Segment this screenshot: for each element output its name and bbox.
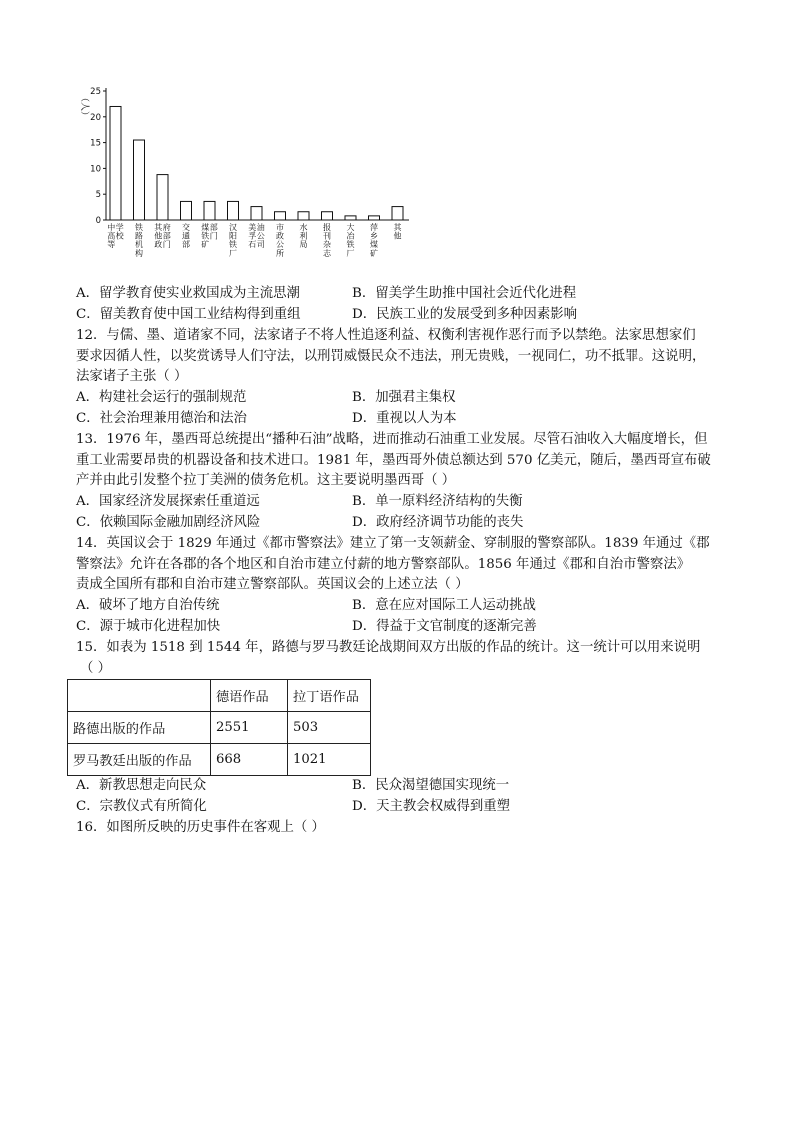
q12-option-c[interactable]: C．社会治理兼用德治和法治 bbox=[76, 410, 247, 426]
q12-option-a[interactable]: A．构建社会运行的强制规范 bbox=[76, 390, 247, 405]
y-tick-label: 15 bbox=[90, 138, 101, 149]
category-label: 煤铁矿部门 bbox=[201, 223, 218, 250]
q11-option-c[interactable]: C．留美教育使中国工业结构得到重组 bbox=[76, 306, 301, 322]
table-cell: 668 bbox=[211, 744, 288, 776]
bar bbox=[345, 216, 356, 220]
table-cell: 1021 bbox=[288, 744, 371, 776]
q15-option-a[interactable]: A．新教思想走向民众 bbox=[76, 778, 207, 793]
y-tick-label: 10 bbox=[90, 164, 101, 175]
bar bbox=[157, 175, 168, 220]
category-label: 汉阳铁厂 bbox=[229, 223, 237, 258]
bar bbox=[275, 212, 286, 220]
y-tick-label: 5 bbox=[95, 190, 101, 201]
q14-stem bbox=[76, 534, 736, 596]
table-cell: 罗马教廷出版的作品 bbox=[68, 744, 211, 776]
q15-options bbox=[76, 776, 736, 817]
q11-option-d[interactable]: D．民族工业的发展受到多种因素影响 bbox=[352, 306, 577, 322]
q14-option-c[interactable]: C．源于城市化进程加快 bbox=[76, 618, 221, 634]
q15-option-d[interactable]: D．天主教会权威得到重塑 bbox=[352, 798, 511, 814]
table-header-cell: 拉丁语作品 bbox=[288, 680, 371, 712]
table-header-cell: 德语作品 bbox=[211, 680, 288, 712]
table-row bbox=[68, 712, 371, 744]
y-tick-label: 25 bbox=[90, 87, 101, 97]
y-tick-label: 20 bbox=[90, 112, 101, 123]
bar bbox=[134, 140, 145, 220]
q13-stem bbox=[76, 430, 736, 492]
bar bbox=[369, 216, 380, 220]
bar bbox=[204, 201, 215, 220]
q13-line-2: 重工业需要昂贵的机器设备和技术进口。1981 年，墨西哥外债总额达到 570 亿美元，随后，墨西哥宣布破 bbox=[76, 452, 711, 468]
category-label: 美孚石油公司 bbox=[248, 223, 265, 250]
category-label: 其他 bbox=[393, 223, 402, 241]
q15-table bbox=[67, 679, 371, 776]
category-label: 萍乡煤矿 bbox=[370, 223, 378, 258]
q12-option-d[interactable]: D．重视以人为本 bbox=[352, 410, 457, 426]
q13-option-b[interactable]: B．单一原料经济结构的失衡 bbox=[352, 494, 523, 509]
q14-options bbox=[76, 596, 736, 637]
q13-option-c[interactable]: C．依赖国际金融加剧经济风险 bbox=[76, 514, 261, 530]
q13-option-a[interactable]: A．国家经济发展探索任重道远 bbox=[76, 494, 260, 509]
table-header-row bbox=[68, 680, 371, 712]
bar-chart bbox=[72, 84, 412, 284]
q15-line-2: （ ） bbox=[80, 660, 112, 676]
table-row bbox=[68, 744, 371, 776]
bar bbox=[181, 201, 192, 220]
bar bbox=[298, 212, 309, 220]
bar bbox=[251, 207, 262, 220]
q12-option-b[interactable]: B．加强君主集权 bbox=[352, 390, 456, 405]
q12-line-2: 要求因循人性，以奖赏诱导人们守法，以刑罚威慑民众不违法，刑无贵贱，一视同仁，功不抵罪。这说明， bbox=[76, 348, 706, 364]
q12-line-1: 12．与儒、墨、道诸家不同，法家诸子不将人性追逐利益、权衡利害视作恶行而予以禁绝。法家思想家们 bbox=[76, 328, 696, 343]
y-tick-label: 0 bbox=[95, 216, 101, 226]
q15-option-b[interactable]: B．民众渴望德国实现统一 bbox=[352, 778, 510, 793]
table-cell: 2551 bbox=[211, 712, 288, 744]
q14-line-2: 警察法》允许在各郡的各个地区和自治市建立付薪的地方警察部队。1856 年通过《郡和自治市警察法》 bbox=[76, 556, 691, 572]
q11-options bbox=[76, 284, 736, 325]
q13-line-3: 产并由此引发整个拉丁美洲的债务危机。这主要说明墨西哥（ ） bbox=[76, 473, 456, 489]
q12-options bbox=[76, 388, 736, 429]
table-cell: 503 bbox=[288, 712, 371, 744]
q14-line-3: 责成全国所有郡和自治市建立警察部队。英国议会的上述立法（ ） bbox=[76, 577, 469, 593]
q11-option-b[interactable]: B．留美学生助推中国社会近代化进程 bbox=[352, 286, 577, 301]
q12-line-3: 法家诸子主张（ ） bbox=[76, 369, 188, 385]
q16-stem bbox=[76, 818, 736, 839]
y-axis-title: （人） bbox=[79, 93, 89, 121]
table-header-cell bbox=[68, 680, 211, 712]
category-label: 市政公所 bbox=[276, 223, 284, 258]
bar bbox=[228, 201, 239, 220]
q14-line-1: 14．英国议会于 1829 年通过《都市警察法》建立了第一支领薪金、穿制服的警察部队。1839 年通过《郡 bbox=[76, 536, 710, 551]
q15-option-c[interactable]: C．宗教仪式有所简化 bbox=[76, 798, 207, 814]
q15-line-1: 15．如表为 1518 到 1544 年，路德与罗马教廷论战期间双方出版的作品的统计。这一统计可以用来说明 bbox=[76, 640, 701, 655]
bar bbox=[322, 212, 333, 220]
category-label: 大冶铁厂 bbox=[346, 223, 355, 258]
category-label: 交通部 bbox=[182, 223, 190, 250]
bars bbox=[110, 106, 403, 220]
q12-stem bbox=[76, 326, 736, 388]
q11-option-a[interactable]: A．留学教育使实业救国成为主流思潮 bbox=[76, 286, 300, 301]
q13-options bbox=[76, 492, 736, 533]
category-label: 中高等学校 bbox=[107, 223, 124, 250]
category-labels bbox=[107, 222, 402, 258]
q13-line-1: 13．1976 年，墨西哥总统提出“播种石油”战略，进而推动石油重工业发展。尽管石油收入大幅度增长，但 bbox=[76, 432, 708, 447]
q14-option-a[interactable]: A．破坏了地方自治传统 bbox=[76, 598, 220, 613]
q14-option-b[interactable]: B．意在应对国际工人运动挑战 bbox=[352, 598, 536, 613]
category-label: 其他政府部门 bbox=[154, 223, 171, 250]
category-label: 报刊杂志 bbox=[323, 223, 331, 258]
q14-option-d[interactable]: D．得益于文官制度的逐渐完善 bbox=[352, 618, 537, 634]
q13-option-d[interactable]: D．政府经济调节功能的丧失 bbox=[352, 514, 524, 530]
y-ticks bbox=[90, 87, 106, 226]
bar bbox=[110, 106, 121, 220]
chart-axes bbox=[106, 88, 409, 220]
q15-stem bbox=[76, 638, 736, 679]
table-cell: 路德出版的作品 bbox=[68, 712, 211, 744]
bar bbox=[392, 207, 403, 220]
category-label: 水利局 bbox=[299, 223, 308, 250]
category-label: 铁路机构 bbox=[135, 223, 143, 258]
q16-line-1: 16．如图所反映的历史事件在客观上（ ） bbox=[76, 820, 325, 835]
